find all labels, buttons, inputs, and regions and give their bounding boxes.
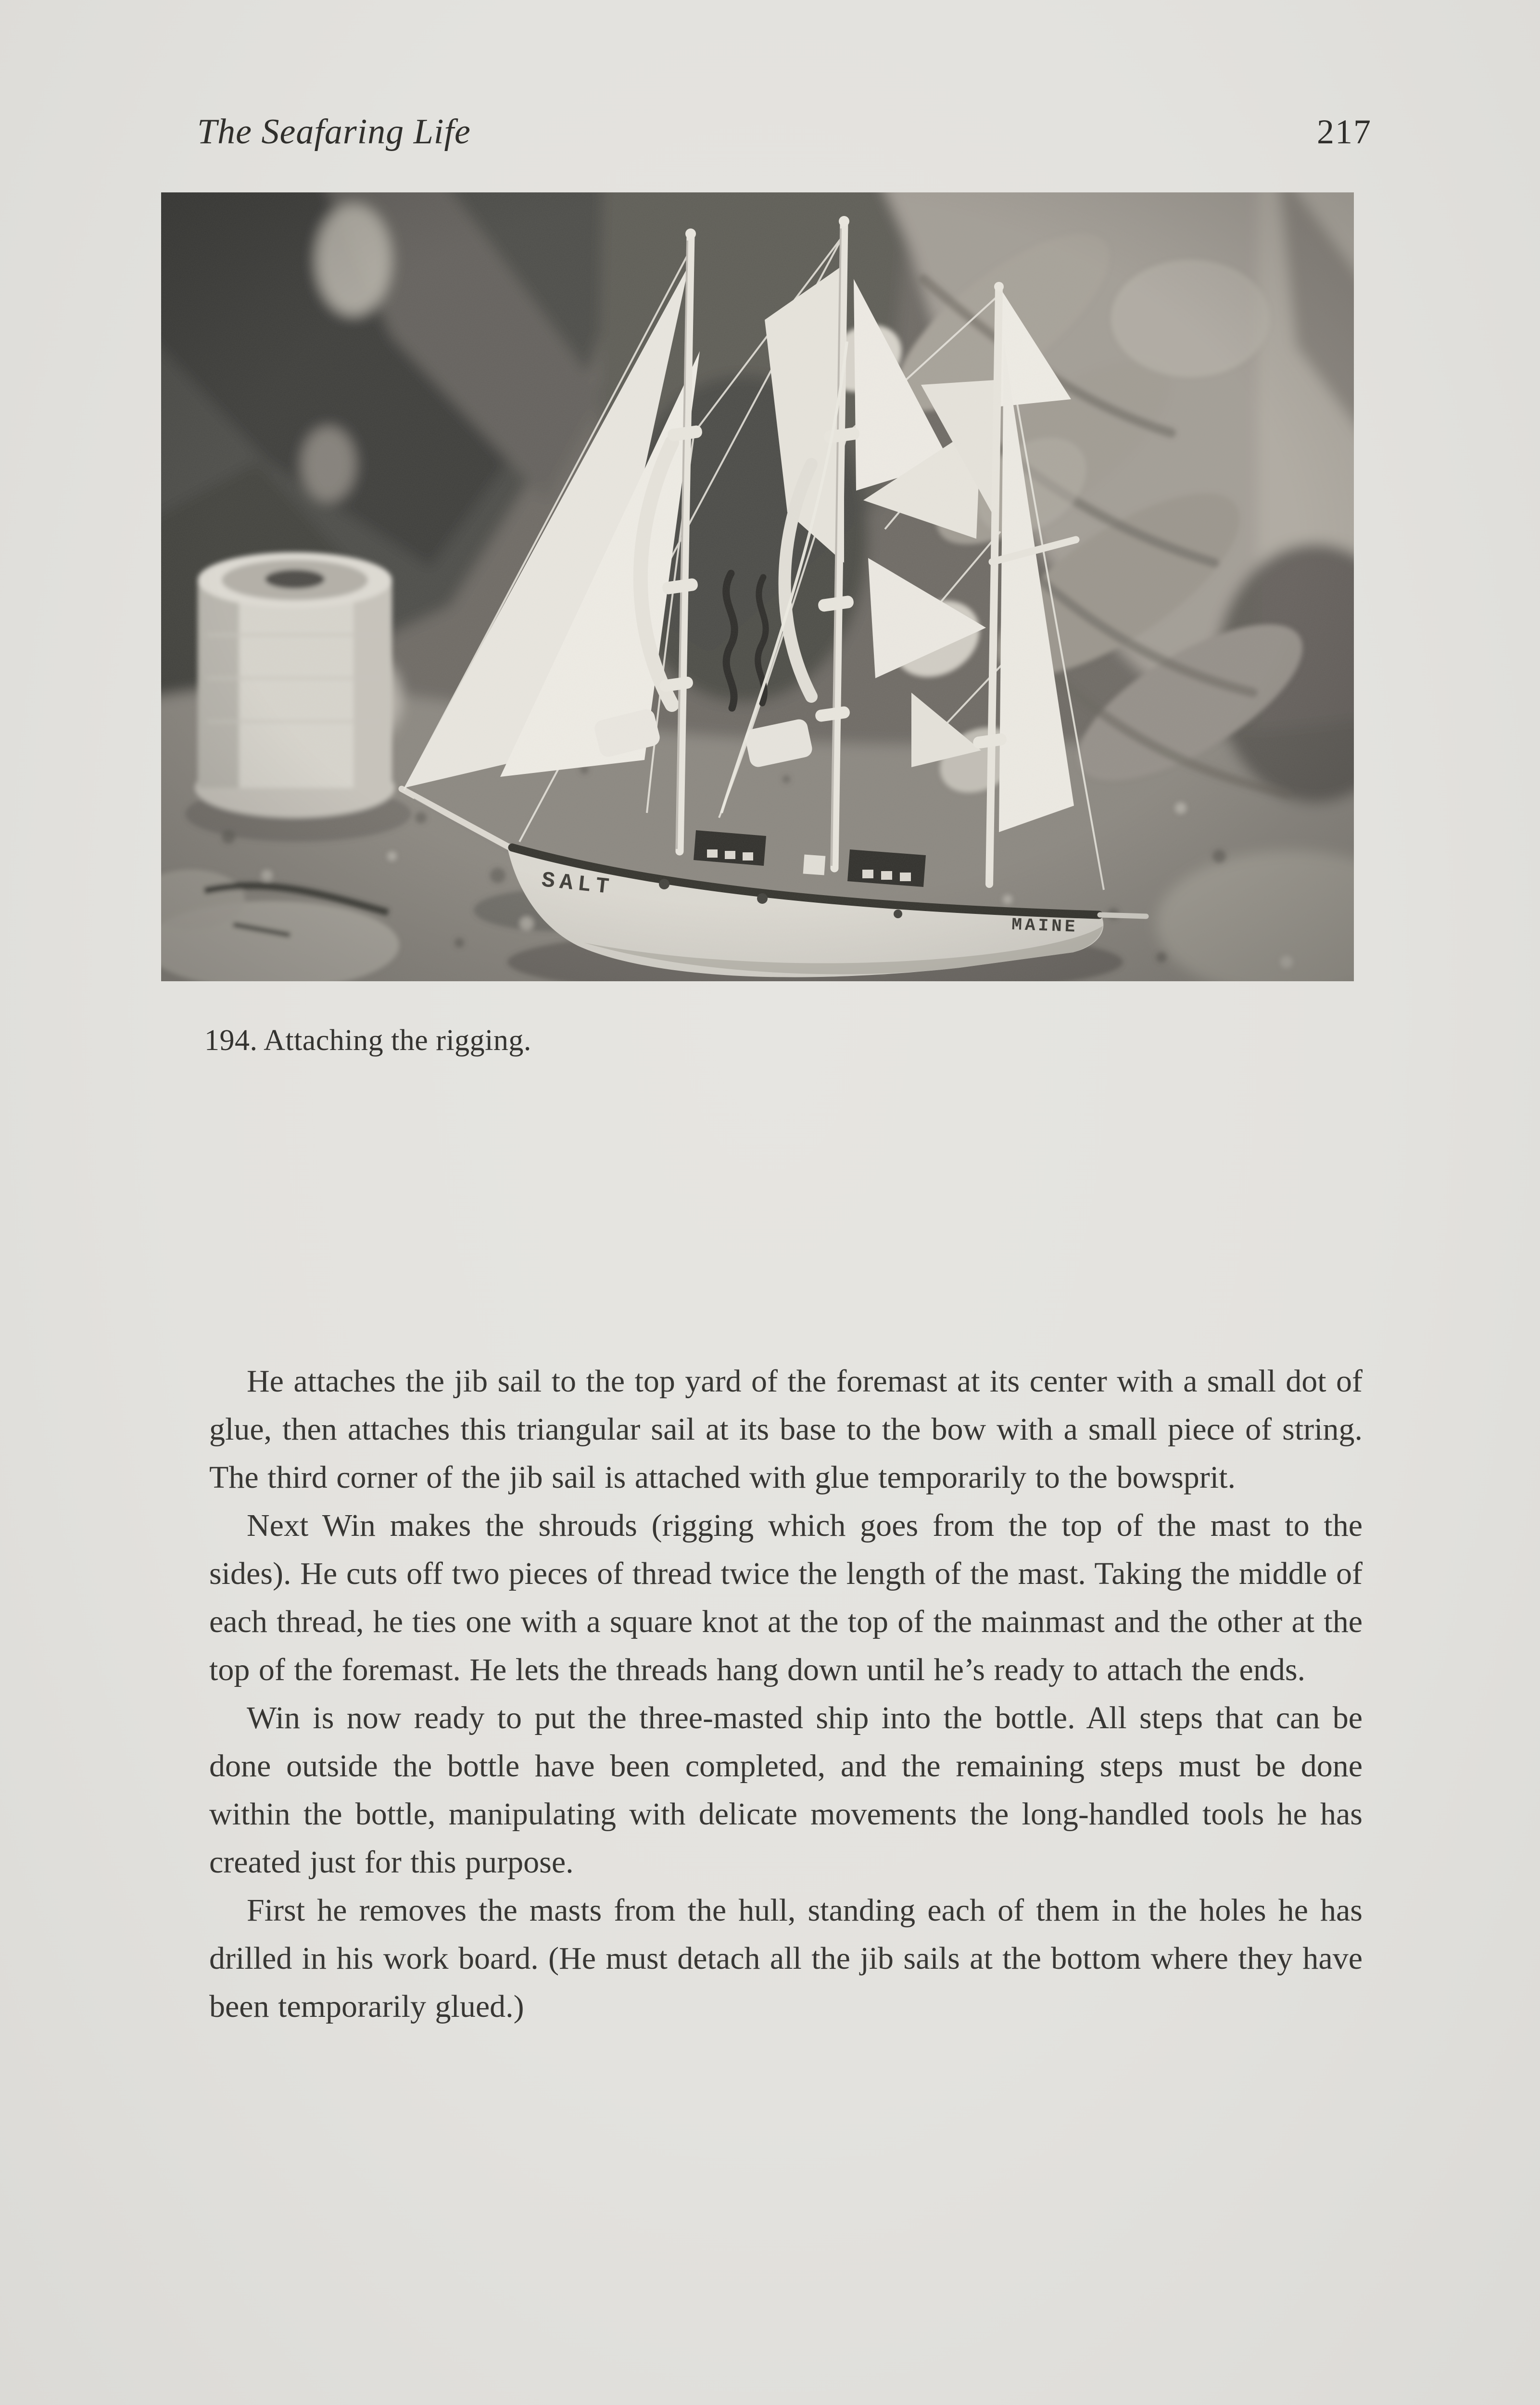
vignette-overlay: [161, 192, 1354, 981]
page-header: [197, 112, 1372, 152]
photo-illustration: [161, 192, 1354, 981]
running-title: The Seafaring Life: [197, 112, 471, 152]
body-text: [209, 1357, 1363, 2031]
figure-caption: 194. Attaching the rigging.: [204, 1024, 531, 1057]
paragraph-2: Next Win makes the shrouds (rigging which goes from the top of the mast to the sides). He cuts off two pieces of thread twice the length of the mast. Taking the middle of each thread, he ties one with a square knot at the top of the mainmast and the other at the top of the foremast. He lets the threads hang down until he’s ready to attach the ends.: [209, 1508, 1363, 1687]
paragraph-4: First he removes the masts from the hull, standing each of them in the holes he has drilled in his work board. (He must detach all the jib sails at the bottom where they have been temporarily glued.): [209, 1893, 1363, 2024]
paragraph-3: Win is now ready to put the three-masted ship into the bottle. All steps that can be done outside the bottle have been completed, and the remaining steps must be done within the bottle, manipulating with delicate movements the long-handled tools he has created just for this purpose.: [209, 1700, 1363, 1880]
photo-attaching-rigging: [161, 192, 1354, 981]
page-number: 217: [1317, 113, 1372, 151]
paragraph-1: He attaches the jib sail to the top yard of the foremast at its center with a small dot of glue, then attaches this triangular sail at its base to the bow with a small piece of string. The third corner of the jib sail is attached with glue temporarily to the bowsprit.: [209, 1364, 1363, 1495]
